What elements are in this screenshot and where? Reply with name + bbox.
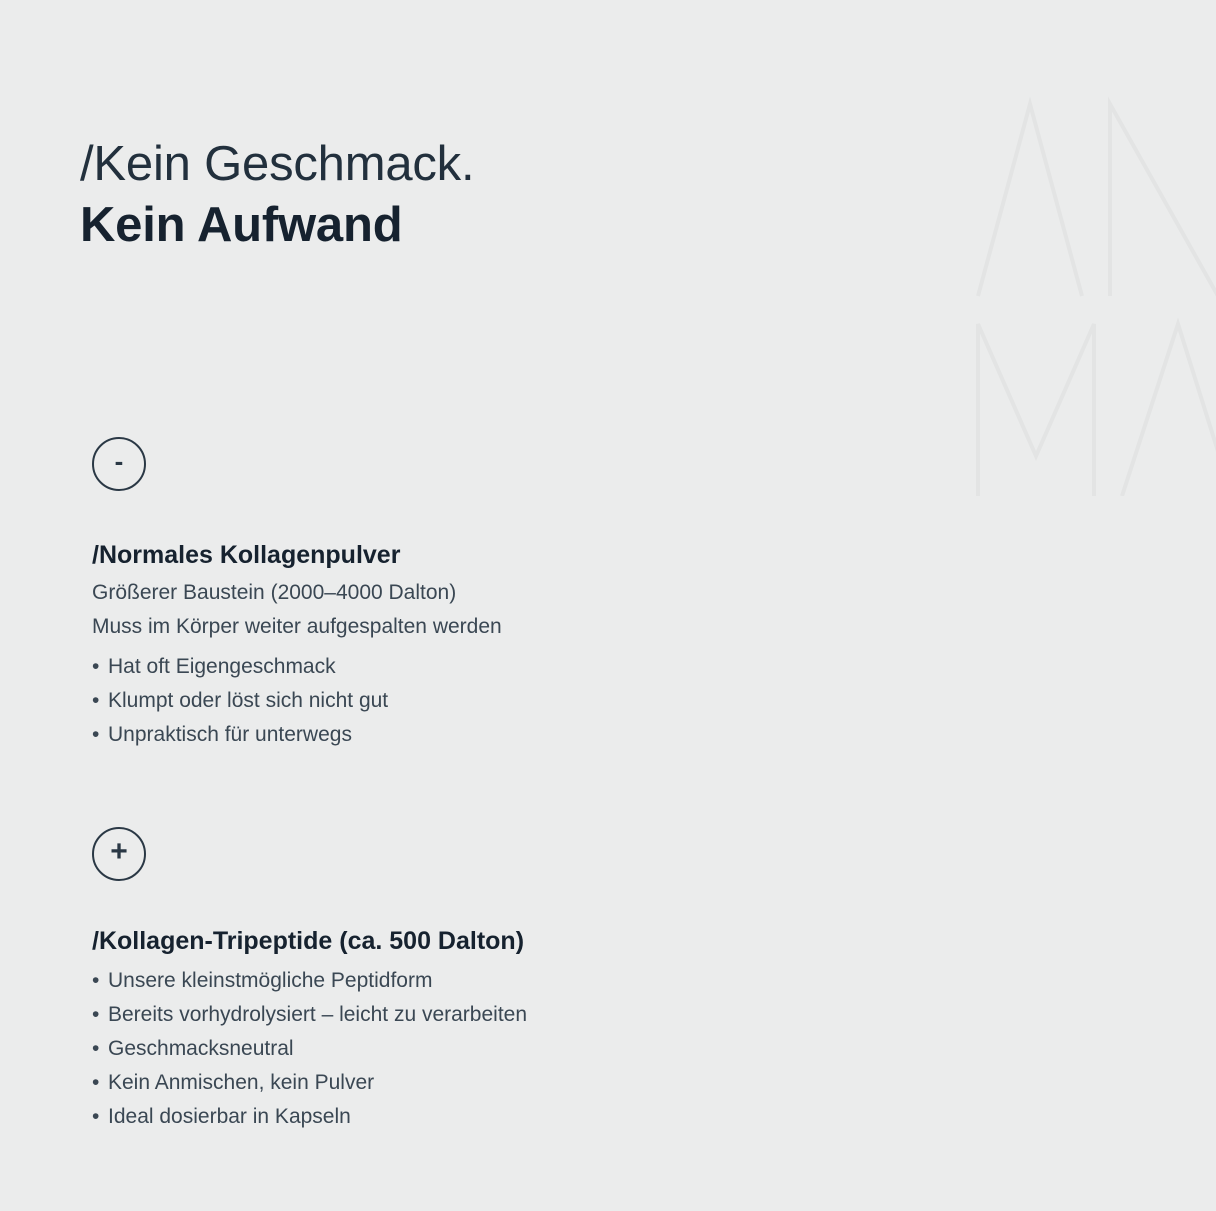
plus-icon-glyph: + [110,835,128,868]
list-item-label: Bereits vorhydrolysiert – leicht zu verarbeiten [108,1003,528,1026]
bullet-marker: • [92,723,100,746]
brand-watermark [970,96,1216,496]
block-subtitle-negative-2: Muss im Körper weiter aufgespalten werden [92,615,502,638]
list-item [92,998,527,1032]
minus-icon [92,437,146,491]
bullet-marker: • [92,689,100,712]
list-item [92,1066,527,1100]
page-title [80,134,474,256]
bullet-list-positive [92,964,527,1134]
list-item-label: Geschmacksneutral [108,1037,294,1060]
list-item [92,1032,527,1066]
list-item-label: Ideal dosierbar in Kapseln [108,1105,351,1128]
bullet-marker: • [92,1105,100,1128]
list-item-label: Kein Anmischen, kein Pulver [108,1071,375,1094]
bullet-marker: • [92,1071,100,1094]
bullet-list-negative [92,650,502,752]
bullet-marker: • [92,1037,100,1060]
minus-icon-glyph: - [114,446,124,476]
list-item-label: Hat oft Eigengeschmack [108,655,336,678]
list-item [92,650,502,684]
list-item-label: Unpraktisch für unterwegs [108,723,352,746]
list-item-label: Unsere kleinstmögliche Peptidform [108,969,433,992]
list-item [92,964,527,998]
block-subtitle-negative-1: Größerer Baustein (2000–4000 Dalton) [92,581,457,604]
bullet-marker: • [92,1003,100,1026]
comparison-block-positive [92,827,527,1134]
block-title-negative: /Normales Kollagenpulver [92,541,401,569]
list-item [92,684,502,718]
list-item [92,718,502,752]
plus-icon [92,827,146,881]
list-item-label: Klumpt oder löst sich nicht gut [108,689,389,712]
bullet-marker: • [92,969,100,992]
block-title-positive: /Kollagen-Tripeptide (ca. 500 Dalton) [92,927,525,955]
headline-line-2: Kein Aufwand [80,198,403,252]
headline-line-1: /Kein Geschmack. [80,137,475,191]
list-item [92,1100,527,1134]
bullet-marker: • [92,655,100,678]
comparison-block-negative [92,437,502,752]
